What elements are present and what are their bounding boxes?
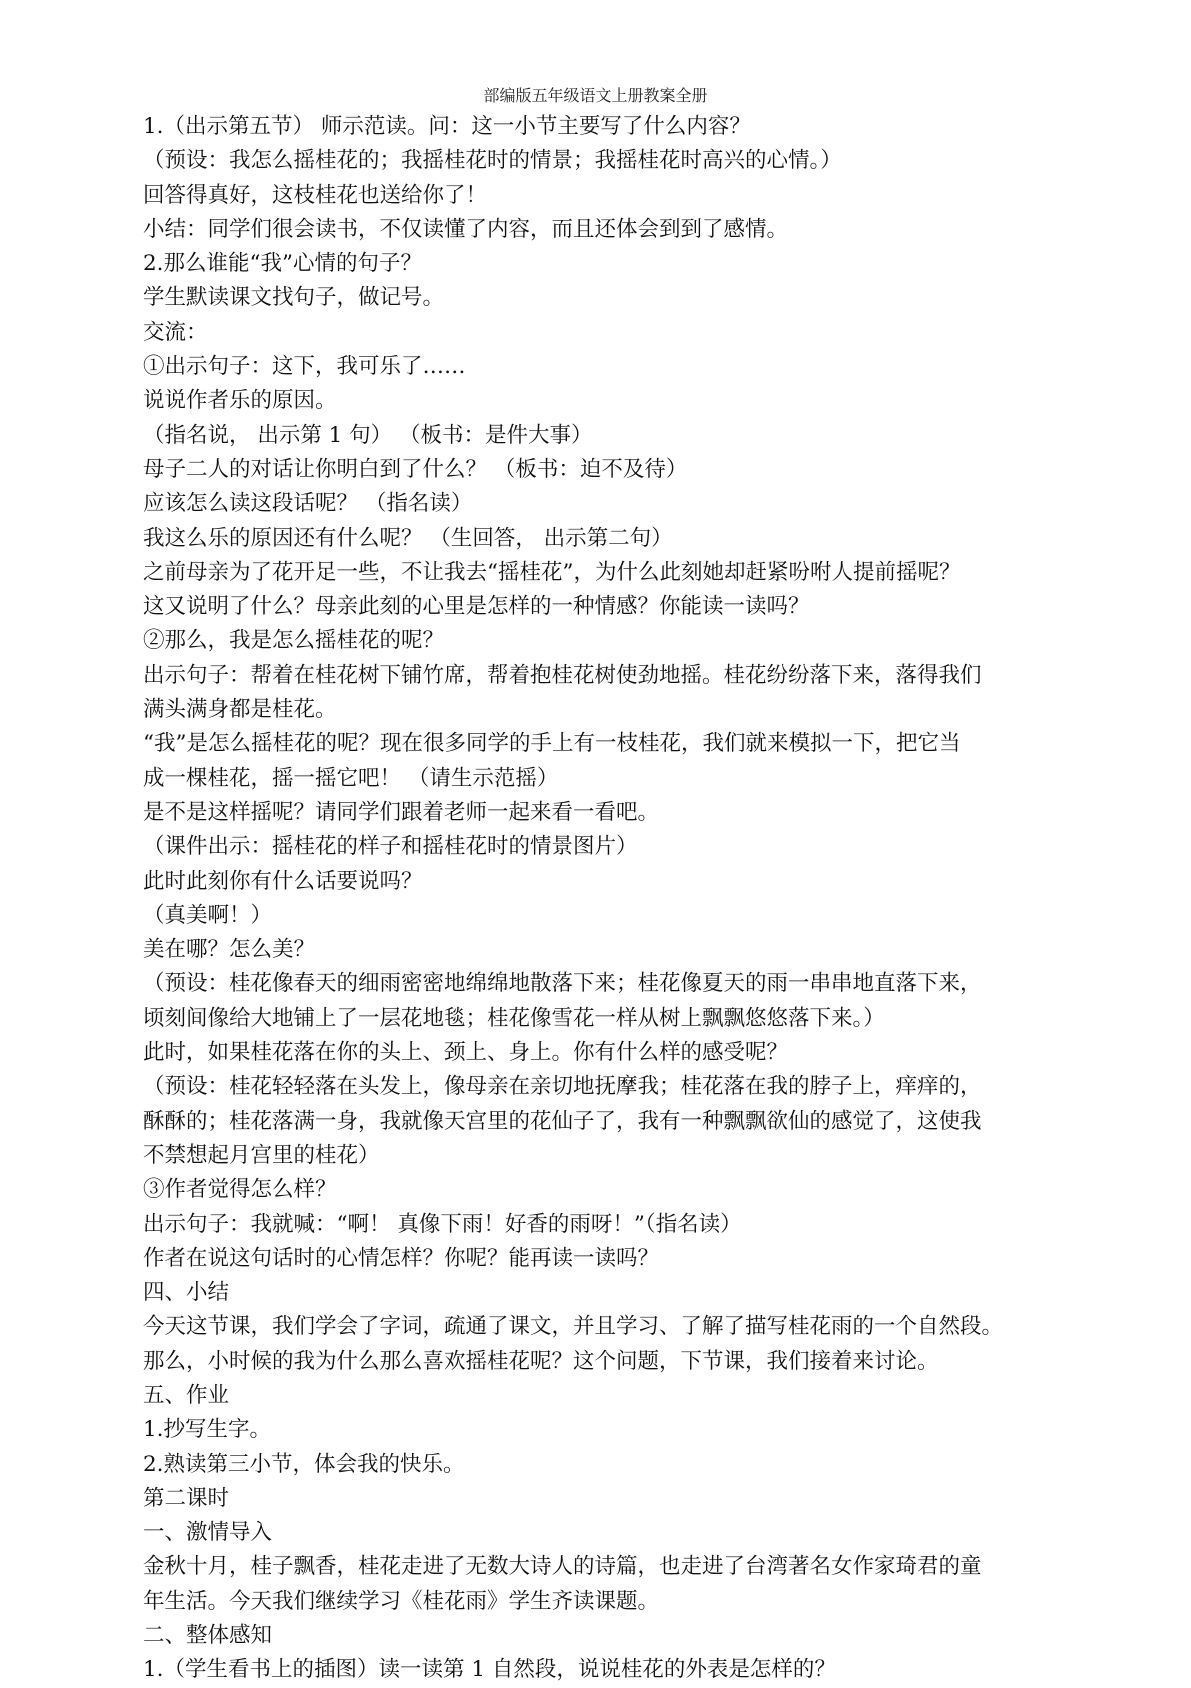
text-line: 学生默读课文找句子，做记号。 (143, 285, 445, 311)
text-line: （指名说， 出示第 1 句） （板书：是件大事） (143, 422, 593, 448)
text-line: 之前母亲为了花开足一些，不让我去“摇桂花”，为什么此刻她却赶紧吩咐人提前摇呢？ (143, 559, 961, 585)
section-heading: 四、小结 (143, 1280, 230, 1306)
section-heading: 第二课时 (143, 1485, 230, 1511)
text-line: 母子二人的对话让你明白到了什么？ （板书：迫不及待） (143, 456, 688, 482)
text-line: （预设：我怎么摇桂花的；我摇桂花时的情景；我摇桂花时高兴的心情。） (143, 148, 842, 174)
text-line: ③作者觉得怎么样？ (143, 1177, 337, 1203)
text-line: 作者在说这句话时的心情怎样？你呢？能再读一读吗？ (143, 1245, 660, 1271)
text-line: 说说作者乐的原因。 (143, 388, 337, 414)
text-line: 顷刻间像给大地铺上了一层花地毯；桂花像雪花一样从树上飘飘悠悠落下来。） (143, 1005, 885, 1031)
section-heading: 一、激情导入 (143, 1520, 273, 1546)
text-line: 不禁想起月宫里的桂花） (143, 1142, 380, 1168)
text-line: 应该怎么读这段话呢？ （指名读） (143, 491, 473, 517)
text-line: 金秋十月，桂子飘香，桂花走进了无数大诗人的诗篇，也走进了台湾著名女作家琦君的童 (143, 1554, 982, 1580)
text-line: 是不是这样摇呢？请同学们跟着老师一起来看一看吧。 (143, 799, 660, 825)
text-line: 此时，如果桂花落在你的头上、颈上、身上。你有什么样的感受呢？ (143, 1040, 789, 1066)
text-line: 此时此刻你有什么话要说吗？ (143, 868, 423, 894)
text-line: （预设：桂花像春天的细雨密密地绵绵地散落下来；桂花像夏天的雨一串串地直落下来， (143, 971, 982, 997)
text-line: 满头满身都是桂花。 (143, 697, 337, 723)
text-line: 2.熟读第三小节，体会我的快乐。 (143, 1451, 465, 1477)
text-line: 成一棵桂花，摇一摇它吧！ （请生示范摇） (143, 765, 559, 791)
text-line: 那么，小时候的我为什么那么喜欢摇桂花呢？这个问题，下节课，我们接着来讨论。 (143, 1348, 939, 1374)
section-heading: 二、整体感知 (143, 1623, 273, 1649)
text-line: “我”是怎么摇桂花的呢？现在很多同学的手上有一枝桂花，我们就来模拟一下，把它当 (143, 731, 961, 757)
document-body (143, 110, 1093, 1688)
running-header: 部编版五年级语文上册教案全册 (483, 86, 708, 105)
text-line: ①出示句子：这下，我可乐了…… (143, 354, 466, 380)
text-line: 回答得真好，这枝桂花也送给你了！ (143, 182, 488, 208)
text-line: 今天这节课，我们学会了字词，疏通了课文，并且学习、了解了描写桂花雨的一个自然段。 (143, 1314, 1004, 1340)
text-line: 酥酥的；桂花落满一身，我就像天宫里的花仙子了，我有一种飘飘欲仙的感觉了，这使我 (143, 1108, 982, 1134)
text-line: 这又说明了什么？母亲此刻的心里是怎样的一种情感？你能读一读吗？ (143, 594, 810, 620)
text-line: 1.（学生看书上的插图）读一读第 1 自然段，说说桂花的外表是怎样的？ (143, 1657, 836, 1683)
text-line: 2.那么谁能“我”心情的句子？ (143, 251, 422, 277)
section-heading: 五、作业 (143, 1382, 230, 1408)
text-line: 1.抄写生字。 (143, 1417, 272, 1443)
text-line: 出示句子：帮着在桂花树下铺竹席，帮着抱桂花树使劲地摇。桂花纷纷落下来，落得我们 (143, 662, 982, 688)
text-line: ②那么，我是怎么摇桂花的呢？ (143, 628, 445, 654)
text-line: 1.（出示第五节） 师示范读。问：这一小节主要写了什么内容？ (143, 114, 751, 139)
text-line: 我这么乐的原因还有什么呢？ （生回答， 出示第二句） (143, 525, 673, 551)
text-line: 美在哪？怎么美？ (143, 937, 316, 963)
text-line: 出示句子：我就喊：“啊！ 真像下雨！好香的雨呀！”（指名读） (143, 1211, 742, 1237)
text-line: （预设：桂花轻轻落在头发上，像母亲在亲切地抚摩我；桂花落在我的脖子上，痒痒的， (143, 1074, 982, 1100)
text-line: 交流： (143, 319, 208, 345)
text-line: 小结：同学们很会读书，不仅读懂了内容，而且还体会到到了感情。 (143, 216, 789, 242)
text-line: （真美啊！） (143, 902, 273, 928)
text-line: 年生活。今天我们继续学习《桂花雨》学生齐读课题。 (143, 1588, 660, 1614)
text-line: （课件出示：摇桂花的样子和摇桂花时的情景图片） (143, 834, 638, 860)
